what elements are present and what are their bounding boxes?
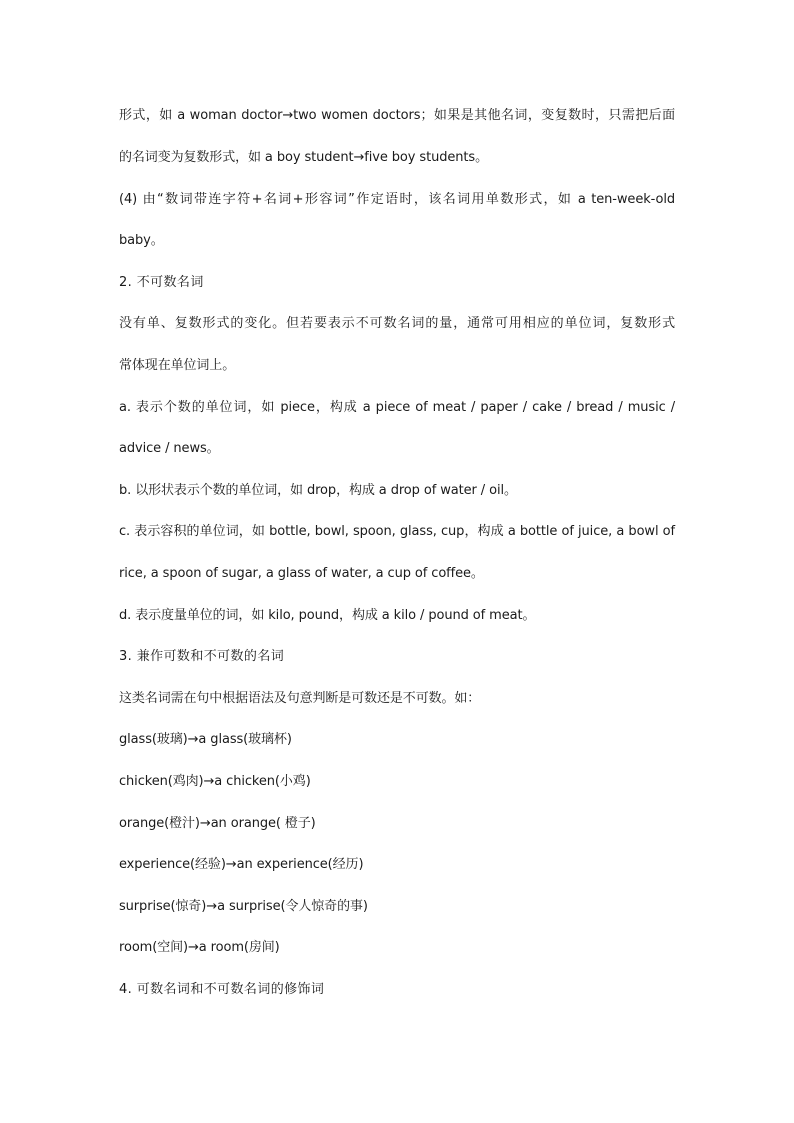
example-line: surprise(惊奇)→a surprise(令人惊奇的事)	[119, 899, 368, 914]
example-line: orange(橙汁)→an orange( 橙子)	[119, 816, 316, 831]
list-item: a. 表示个数的单位词，如 piece，构成 a piece of meat / paper / cake / bread / music /	[119, 400, 675, 415]
list-item: c. 表示容积的单位词，如 bottle, bowl, spoon, glass, cup，构成 a bottle of juice, a bowl of	[119, 524, 675, 539]
section-heading: 2. 不可数名词	[119, 275, 204, 290]
paragraph-line: 形式，如 a woman doctor→two women doctors；如果是其他名词，变复数时，只需把后面	[119, 108, 675, 123]
paragraph-line: 这类名词需在句中根据语法及句意判断是可数还是不可数。如：	[119, 691, 481, 706]
list-item-continuation: advice / news。	[119, 441, 220, 456]
section-heading: 3. 兼作可数和不可数的名词	[119, 649, 285, 664]
example-line: chicken(鸡肉)→a chicken(小鸡)	[119, 774, 311, 789]
example-line: experience(经验)→an experience(经历)	[119, 857, 364, 872]
paragraph-line: baby。	[119, 233, 164, 248]
list-item-continuation: rice, a spoon of sugar, a glass of water, a cup of coffee。	[119, 566, 484, 581]
paragraph-line: 没有单、复数形式的变化。但若要表示不可数名词的量，通常可用相应的单位词，复数形式	[119, 316, 675, 331]
paragraph-line: 常体现在单位词上。	[119, 358, 236, 373]
list-item: b. 以形状表示个数的单位词，如 drop，构成 a drop of water / oil。	[119, 483, 517, 498]
section-heading: 4. 可数名词和不可数名词的修饰词	[119, 982, 325, 997]
example-line: glass(玻璃)→a glass(玻璃杯)	[119, 732, 292, 747]
paragraph-line: (4) 由“数词带连字符+名词+形容词”作定语时，该名词用单数形式，如 a ten-week-old	[119, 192, 675, 207]
list-item: d. 表示度量单位的词，如 kilo, pound，构成 a kilo / pound of meat。	[119, 608, 536, 623]
example-line: room(空间)→a room(房间)	[119, 940, 280, 955]
paragraph-line: 的名词变为复数形式，如 a boy student→five boy students。	[119, 150, 488, 165]
